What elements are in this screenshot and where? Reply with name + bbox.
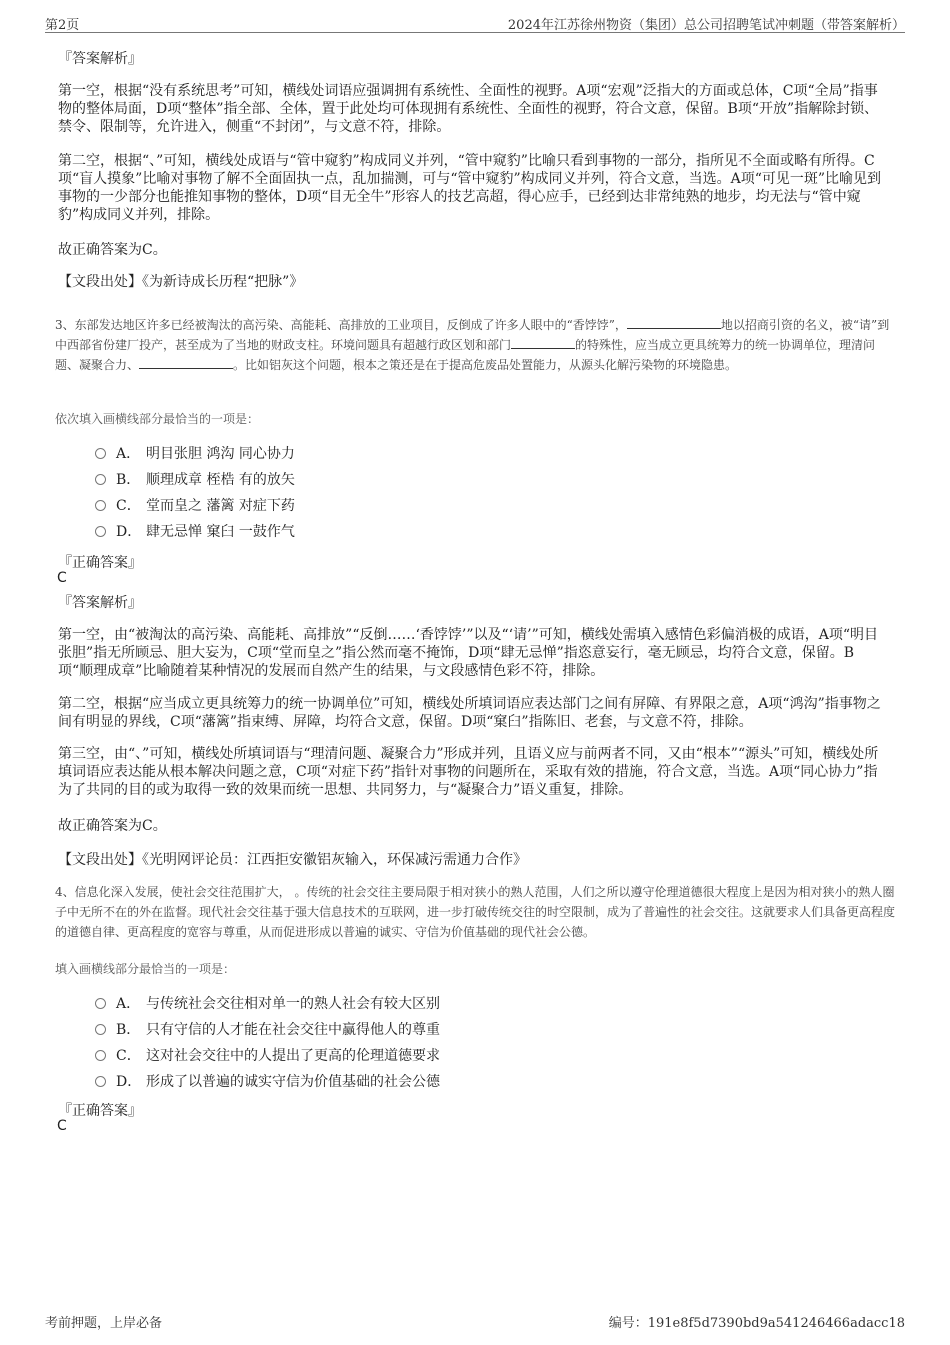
analysis-paragraph: 第二空，根据“、”可知，横线处成语与“管中窥豹”构成同义并列，“管中窥豹”比喻只看到事物的一部分，指所见不全面或略有所得。C项“盲人摸象”比喻对事物了解不全面固执一点，乱加揣测，可与“管中窥豹”构成同义并列，符合文意，当选。A项“可见一斑”比喻见到事物的一少部分也能推知事物的整体，D项“目无全牛”形容人的技艺高超，得心应手，已经到达非常纯熟的地步，均无法与“管中窥豹”构成同义并列，排除。 xyxy=(58,153,882,223)
analysis-label: 『答案解析』 xyxy=(58,595,142,611)
option-d[interactable]: D． 肆无忌惮 窠臼 一鼓作气 xyxy=(95,522,295,542)
option-c[interactable]: C． 这对社会交往中的人提出了更高的伦理道德要求 xyxy=(95,1046,440,1066)
question-stem: 4、信息化深入发展，使社会交往范围扩大， 。传统的社会交往主要局限于相对狭小的熟人范围，人们之所以遵守伦理道德很大程度上是因为相对狭小的熟人圈子中无所不在的外在监督。现代社会交往基于强大信息技术的互联网，进一步打破传统交往的时空限制，成为了普遍性的社会交往。这就要求人们具备更高程度的道德自律、更高程度的宽容与尊重，从而促进形成以普遍的诚实、守信为价值基础的现代社会公德。 xyxy=(55,885,896,939)
radio-icon[interactable] xyxy=(95,500,106,511)
option-b[interactable]: B． 顺理成章 桎梏 有的放矢 xyxy=(95,470,295,490)
page-number: 第2页 xyxy=(45,18,80,33)
correct-answer-label: 『正确答案』 xyxy=(58,1103,142,1119)
analysis-paragraph: 第二空，根据“应当成立更具统筹力的统一协调单位”可知，横线处所填词语应表达部门之间有屏障、有界限之意，A项“鸿沟”指事物之间有明显的界线，C项“藩篱”指束缚、屏障，均符合文意，保留。D项“窠臼”指陈旧、老套，与文意不符，排除。 xyxy=(58,696,881,730)
analysis-paragraph: 第三空，由“、”可知，横线处所填词语与“理清问题、凝聚合力”形成并列，且语义应与前两者不同，又由“根本”“源头”可知，横线处所填词语应表达能从根本解决问题之意，C项“对症下药”指针对事物的问题所在，采取有效的措施，符合文意，当选。A项“同心协力”指为了共同的目的或为取得一致的效果而统一思想、共同努力，与“凝聚合力”语义重复，排除。 xyxy=(58,746,879,798)
footer-slogan: 考前押题，上岸必备 xyxy=(45,1316,163,1331)
radio-icon[interactable] xyxy=(95,448,106,459)
correct-answer-label: 『正确答案』 xyxy=(58,555,142,571)
option-c[interactable]: C． 堂而皇之 藩篱 对症下药 xyxy=(95,496,295,516)
radio-icon[interactable] xyxy=(95,474,106,485)
document-serial: 编号：191e8f5d7390bd9a541246466adacc18 xyxy=(608,1316,905,1331)
answer-blank xyxy=(139,356,233,369)
question-instruction: 依次填入画横线部分最恰当的一项是： xyxy=(55,412,260,426)
option-a[interactable]: A． 与传统社会交往相对单一的熟人社会有较大区别 xyxy=(95,994,440,1014)
option-d[interactable]: D． 形成了以普遍的诚实守信为价值基础的社会公德 xyxy=(95,1072,440,1092)
analysis-label: 『答案解析』 xyxy=(58,51,142,67)
answer-blank xyxy=(627,316,721,329)
radio-icon[interactable] xyxy=(95,1024,106,1035)
correct-answer: C xyxy=(57,570,67,586)
radio-icon[interactable] xyxy=(95,526,106,537)
analysis-paragraph: 第一空，由“被淘汰的高污染、高能耗、高排放”“反倒……‘香饽饽’”以及“‘请’”可知，横线处需填入感情色彩偏消极的成语，A项“明目张胆”指无所顾忌、胆大妄为，C项“堂而皇之”指公然而毫不掩饰，D项“肆无忌惮”指恣意妄行，毫无顾忌，均符合文意，保留。B项“顺理成章”比喻随着某种情况的发展而自然产生的结果，与文段感情色彩不符，排除。 xyxy=(58,627,879,679)
radio-icon[interactable] xyxy=(95,1050,106,1061)
source-citation: 【文段出处】《光明网评论员：江西拒安徽铝灰输入，环保减污需通力合作》 xyxy=(58,852,527,868)
conclusion: 故正确答案为C。 xyxy=(58,242,167,258)
conclusion: 故正确答案为C。 xyxy=(58,818,167,834)
document-title: 2024年江苏徐州物资（集团）总公司招聘笔试冲刺题（带答案解析） xyxy=(507,18,905,33)
page-header xyxy=(45,12,905,33)
option-b[interactable]: B． 只有守信的人才能在社会交往中赢得他人的尊重 xyxy=(95,1020,440,1040)
analysis-paragraph: 第一空，根据“没有系统思考”可知，横线处词语应强调拥有系统性、全面性的视野。A项“宏观”泛指大的方面或总体，C项“全局”指事物的整体局面，D项“整体”指全部、全体，置于此处均可体现拥有系统性、全面性的视野，符合文意，保留。B项“开放”指解除封锁、禁令、限制等，允许进入，侧重“不封闭”，与文意不符，排除。 xyxy=(58,83,879,135)
question-stem: 3、东部发达地区许多已经被淘汰的高污染、高能耗、高排放的工业项目，反倒成了许多人眼中的“香饽饽”， 地以招商引资的名义，被“请”到中西部省份建厂投产，甚至成为了当地的财政支柱。环境问题具有超越行政区划和部门 的特殊性，应当成立更具统筹力的统一协调单位，理清问题、凝聚合力、 。比如铝灰这个问题，根本之策还是在于提高危废品处置能力，从源头化解污染物的环境隐患。 xyxy=(55,318,890,372)
correct-answer: C xyxy=(57,1118,67,1134)
source-citation: 【文段出处】《为新诗成长历程“把脉”》 xyxy=(58,274,304,290)
page-footer xyxy=(45,1310,905,1330)
radio-icon[interactable] xyxy=(95,1076,106,1087)
option-a[interactable]: A． 明目张胆 鸿沟 同心协力 xyxy=(95,444,295,464)
radio-icon[interactable] xyxy=(95,998,106,1009)
question-instruction: 填入画横线部分最恰当的一项是： xyxy=(55,962,236,976)
answer-blank xyxy=(511,336,575,349)
